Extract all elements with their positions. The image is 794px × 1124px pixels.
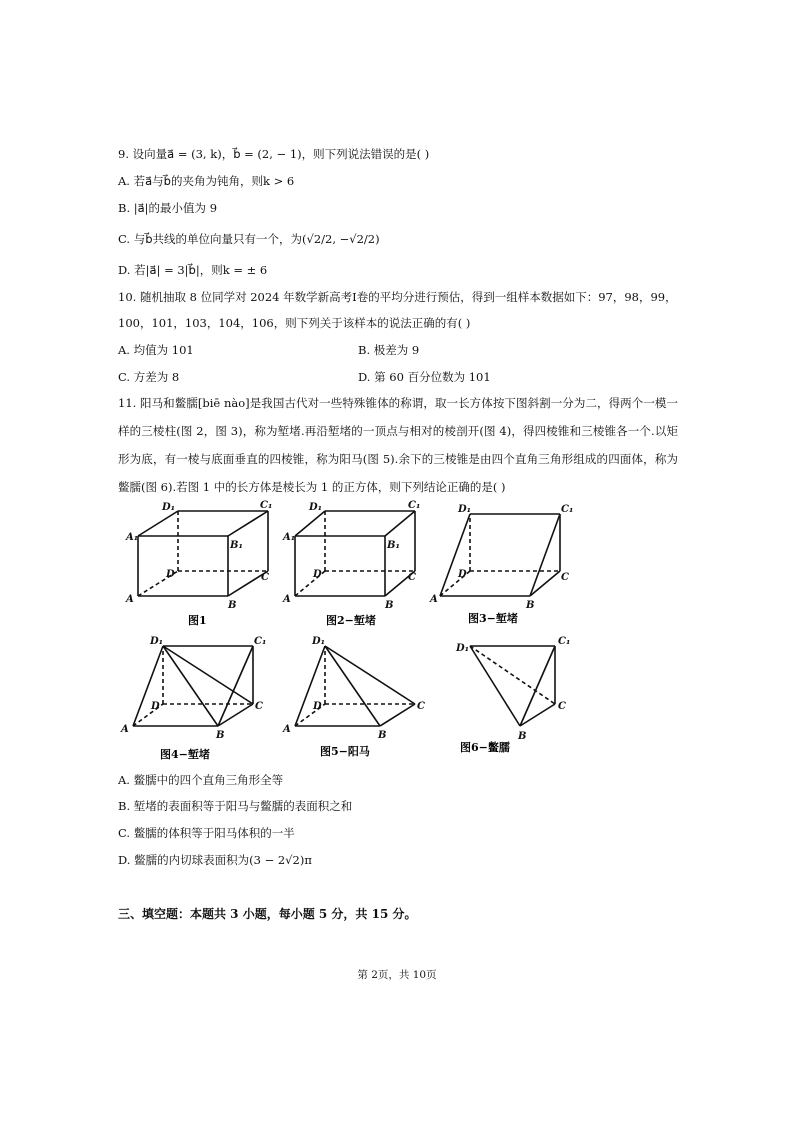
svg-text:B: B — [378, 730, 387, 741]
svg-text:A: A — [121, 724, 129, 735]
svg-text:B: B — [518, 731, 527, 742]
figure-6-caption: 图6−鳖臑 — [460, 741, 510, 754]
figure-1-cuboid — [138, 511, 268, 596]
svg-text:D: D — [313, 701, 322, 712]
q11-option-d: D. 鳖臑的内切球表面积为(3 − 2√2)π — [118, 853, 312, 867]
svg-text:A: A — [283, 724, 291, 735]
svg-text:D: D — [151, 701, 160, 712]
svg-text:B: B — [228, 600, 237, 611]
svg-text:A: A — [126, 594, 134, 605]
svg-text:A₁: A₁ — [283, 532, 296, 543]
svg-text:C₁: C₁ — [254, 636, 267, 647]
svg-text:C: C — [417, 701, 425, 712]
svg-text:A₁: A₁ — [126, 532, 139, 543]
q11-figures — [118, 496, 588, 766]
svg-text:C: C — [261, 572, 269, 583]
svg-text:B: B — [216, 730, 225, 741]
svg-text:D₁: D₁ — [162, 502, 176, 513]
svg-text:C: C — [558, 701, 566, 712]
figure-4-split-prism — [133, 646, 253, 726]
q9-option-a: A. 若a⃗与b⃗的夹角为钝角，则k > 6 — [118, 174, 295, 188]
figure-2-caption: 图2−堑堵 — [326, 614, 376, 627]
figure-1-caption: 图1 — [188, 614, 207, 627]
svg-text:D: D — [166, 569, 175, 580]
section-title: 三、填空题：本题共 3 小题，每小题 5 分，共 15 分。 — [118, 907, 417, 921]
figure-6-bienao — [470, 646, 555, 726]
svg-text:C₁: C₁ — [408, 500, 421, 511]
svg-text:C: C — [408, 572, 416, 583]
q11-option-b: B. 堑堵的表面积等于阳马与鳖臑的表面积之和 — [118, 799, 353, 813]
svg-text:C: C — [561, 572, 569, 583]
svg-text:D: D — [313, 569, 322, 580]
svg-text:B₁: B₁ — [387, 540, 400, 551]
svg-text:B: B — [526, 600, 535, 611]
q9-option-c: C. 与b⃗共线的单位向量只有一个，为(√2/2, −√2/2) — [118, 232, 380, 246]
q11-stem: 11. 阳马和鳖臑[biē nào]是我国古代对一些特殊锥体的称谓，取一长方体按下图斜割一分为二，得两个一模一样的三棱柱(图 2，图 3)，称为堑堵.再沿堑堵的一顶点与相对的棱剖开(图 4)，得四棱锥和三棱锥各一个.以矩形为底，有一棱与底面垂直的四棱锥，称为阳马(图 5).余下的三棱锥是由四个直角三角形组成的四面体，称为鳖臑(图 6).若图 1 中的长方体是棱长为 1 的正方体，则下列结论正确的是( ) — [118, 396, 678, 494]
svg-text:A: A — [430, 594, 438, 605]
figure-2-prism — [295, 511, 415, 596]
q11-option-a: A. 鳖臑中的四个直角三角形全等 — [118, 773, 284, 787]
svg-text:D₁: D₁ — [312, 636, 326, 647]
svg-text:D: D — [458, 569, 467, 580]
svg-text:B: B — [385, 600, 394, 611]
figure-4-caption: 图4−堑堵 — [160, 748, 210, 761]
figure-3-prism — [440, 514, 560, 596]
q9-stem: 9. 设向量a⃗ = (3, k)，b⃗ = (2, − 1)，则下列说法错误的是( ) — [118, 147, 430, 161]
q10-stem-line1: 10. 随机抽取 8 位同学对 2024 年数学新高考Ⅰ卷的平均分进行预估，得到一组样本数据如下：97，98，99， — [118, 290, 677, 304]
q9-option-b: B. |a⃗|的最小值为 9 — [118, 201, 218, 215]
svg-text:C₁: C₁ — [561, 504, 574, 515]
svg-text:C: C — [255, 701, 263, 712]
q10-option-a: A. 均值为 101 — [118, 343, 194, 357]
svg-text:C₁: C₁ — [260, 500, 273, 511]
svg-text:D₁: D₁ — [150, 636, 164, 647]
q10-stem-line2: 100，101，103，104，106，则下列关于该样本的说法正确的有( ) — [118, 316, 471, 330]
q11-option-c: C. 鳖臑的体积等于阳马体积的一半 — [118, 826, 295, 840]
svg-text:D₁: D₁ — [456, 643, 470, 654]
q10-option-d: D. 第 60 百分位数为 101 — [358, 370, 491, 384]
svg-text:C₁: C₁ — [558, 636, 571, 647]
figure-5-caption: 图5−阳马 — [320, 745, 370, 758]
q10-option-b: B. 极差为 9 — [358, 343, 420, 357]
page-footer: 第 2页，共 10页 — [357, 969, 437, 981]
svg-text:D₁: D₁ — [309, 502, 323, 513]
svg-text:A: A — [283, 594, 291, 605]
figure-3-caption: 图3−堑堵 — [468, 612, 518, 625]
figure-5-yangma — [295, 646, 415, 726]
q9-option-d: D. 若|a⃗| = 3|b⃗|，则k = ± 6 — [118, 263, 268, 277]
q11-figure-panel — [118, 496, 588, 766]
svg-text:B₁: B₁ — [230, 540, 243, 551]
q10-option-c: C. 方差为 8 — [118, 370, 180, 384]
svg-text:D₁: D₁ — [458, 504, 472, 515]
